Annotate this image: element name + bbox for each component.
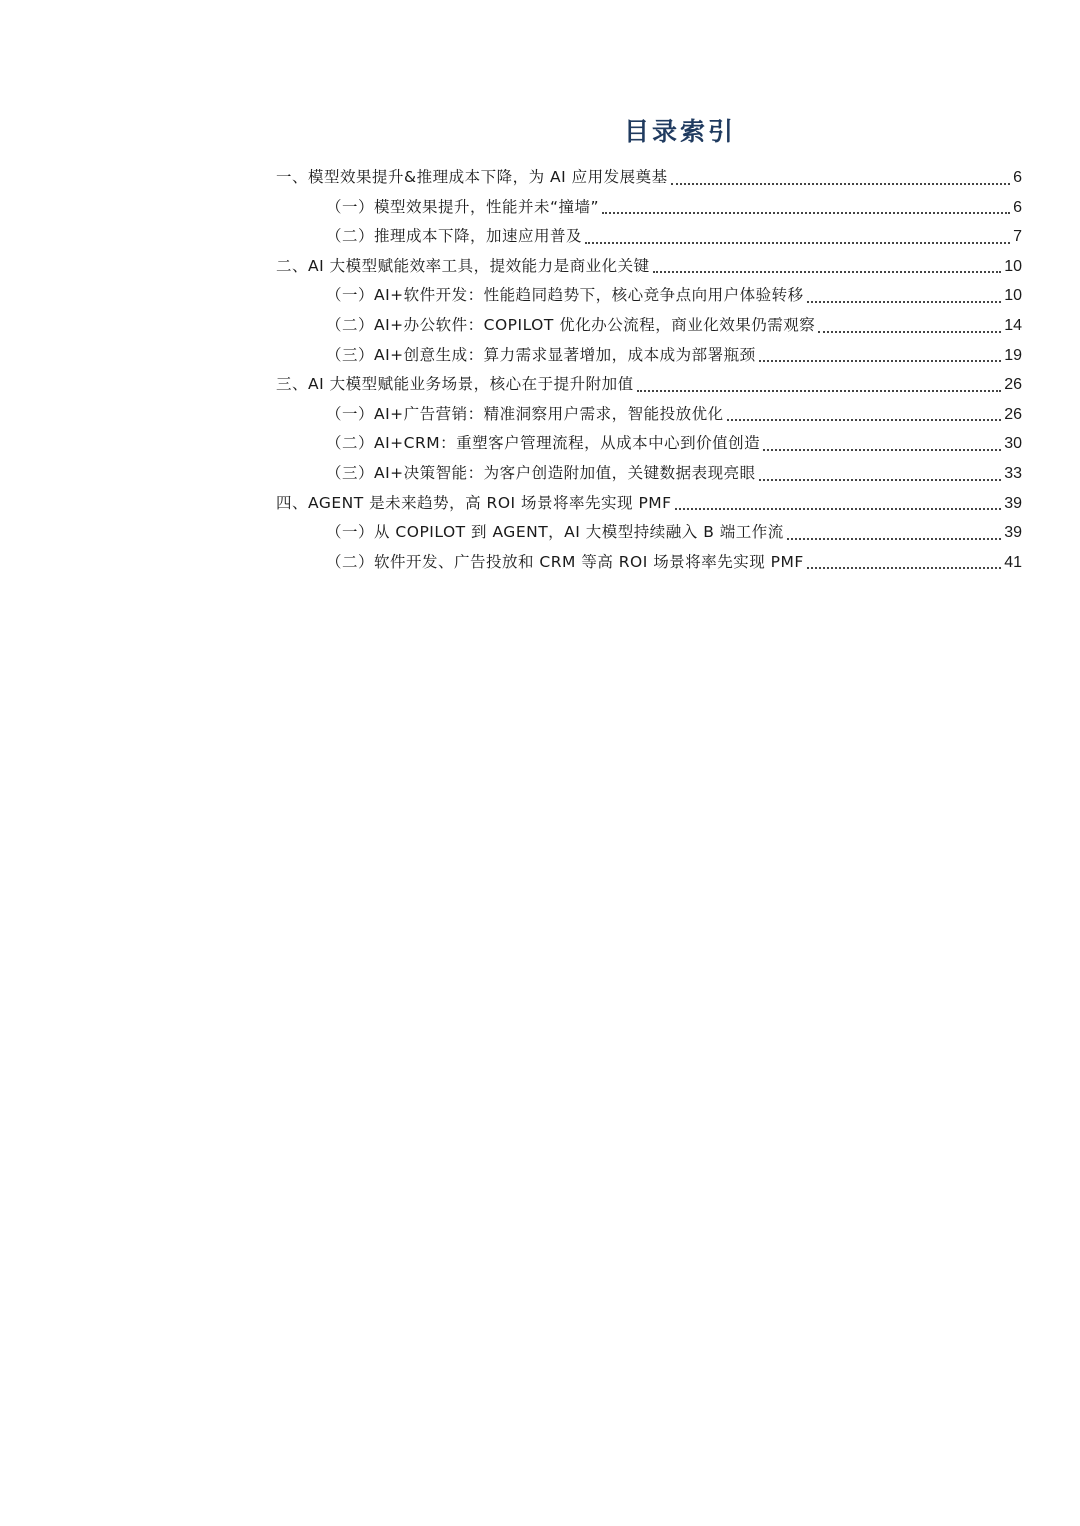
toc-entry-page: 33 — [1004, 464, 1022, 482]
toc-entry[interactable] — [276, 281, 1022, 311]
dot-leader — [818, 331, 1001, 333]
toc-entry-text: （二）软件开发、广告投放和 CRM 等高 ROI 场景将率先实现 PMF — [326, 552, 804, 571]
toc-entry-text: （二）AI+CRM：重塑客户管理流程，从成本中心到价值创造 — [326, 434, 761, 453]
toc-entry-page: 19 — [1004, 346, 1022, 364]
toc-entry-page: 10 — [1004, 257, 1022, 275]
toc-entry-text: （三）AI+决策智能：为客户创造附加值，关键数据表现亮眼 — [326, 463, 756, 482]
dot-leader — [807, 567, 1001, 569]
toc-entry-page: 10 — [1004, 287, 1022, 305]
dot-leader — [585, 242, 1010, 244]
toc-entry[interactable] — [276, 222, 1022, 252]
toc-entry[interactable] — [276, 370, 1022, 400]
dot-leader — [763, 449, 1001, 451]
toc-entry[interactable] — [276, 459, 1022, 489]
dot-leader — [787, 538, 1001, 540]
toc-entry-page: 7 — [1013, 228, 1022, 246]
toc-entry-page: 6 — [1013, 198, 1022, 216]
toc-entry[interactable] — [276, 489, 1022, 519]
toc-entry-page: 6 — [1013, 169, 1022, 186]
toc-entry-text: 四、AGENT 是未来趋势，高 ROI 场景将率先实现 PMF — [276, 493, 672, 512]
dot-leader — [807, 301, 1002, 303]
toc-entry-text: （二）推理成本下降，加速应用普及 — [326, 227, 583, 246]
toc-entry-text: （二）AI+办公软件：COPILOT 优化办公流程，商业化效果仍需观察 — [326, 315, 816, 334]
toc-entry-page: 26 — [1004, 376, 1022, 394]
dot-leader — [759, 360, 1002, 362]
toc-entry-text: （一）AI+广告营销：精准洞察用户需求，智能投放优化 — [326, 404, 724, 423]
dot-leader — [727, 419, 1002, 421]
toc-entry-text: （一）从 COPILOT 到 AGENT，AI 大模型持续融入 B 端工作流 — [326, 523, 784, 542]
toc-entry-text: （一）AI+软件开发：性能趋同趋势下，核心竞争点向用户体验转移 — [326, 286, 804, 305]
toc-entry-text: 一、模型效果提升&推理成本下降，为 AI 应用发展奠基 — [276, 168, 668, 186]
toc-entry-page: 26 — [1004, 405, 1022, 423]
toc-entry-page: 30 — [1004, 435, 1022, 453]
toc-entry[interactable] — [276, 252, 1022, 282]
toc-entry-text: 三、AI 大模型赋能业务场景，核心在于提升附加值 — [276, 375, 634, 394]
toc-entry-text: （三）AI+创意生成：算力需求显著增加，成本成为部署瓶颈 — [326, 345, 756, 364]
toc-entry-text: 二、AI 大模型赋能效率工具，提效能力是商业化关键 — [276, 256, 650, 275]
dot-leader — [671, 183, 1010, 185]
dot-leader — [675, 508, 1002, 510]
toc-entry[interactable] — [276, 311, 1022, 341]
toc-entry[interactable] — [276, 518, 1022, 548]
table-of-contents — [276, 163, 1022, 577]
toc-entry-page: 41 — [1004, 553, 1022, 571]
toc-entry[interactable] — [276, 400, 1022, 430]
toc-entry-page: 39 — [1004, 494, 1022, 512]
toc-entry[interactable] — [276, 548, 1022, 578]
toc-entry[interactable] — [276, 163, 1022, 193]
toc-entry-page: 14 — [1004, 316, 1022, 334]
toc-entry-page: 39 — [1004, 524, 1022, 542]
dot-leader — [637, 390, 1002, 392]
toc-title: 目录索引 — [623, 117, 736, 146]
toc-entry-text: （一）模型效果提升，性能并未“撞墙” — [326, 197, 600, 216]
dot-leader — [602, 212, 1010, 214]
dot-leader — [653, 271, 1002, 273]
toc-entry[interactable] — [276, 341, 1022, 371]
toc-entry[interactable] — [276, 193, 1022, 223]
dot-leader — [759, 479, 1002, 481]
toc-entry[interactable] — [276, 429, 1022, 459]
